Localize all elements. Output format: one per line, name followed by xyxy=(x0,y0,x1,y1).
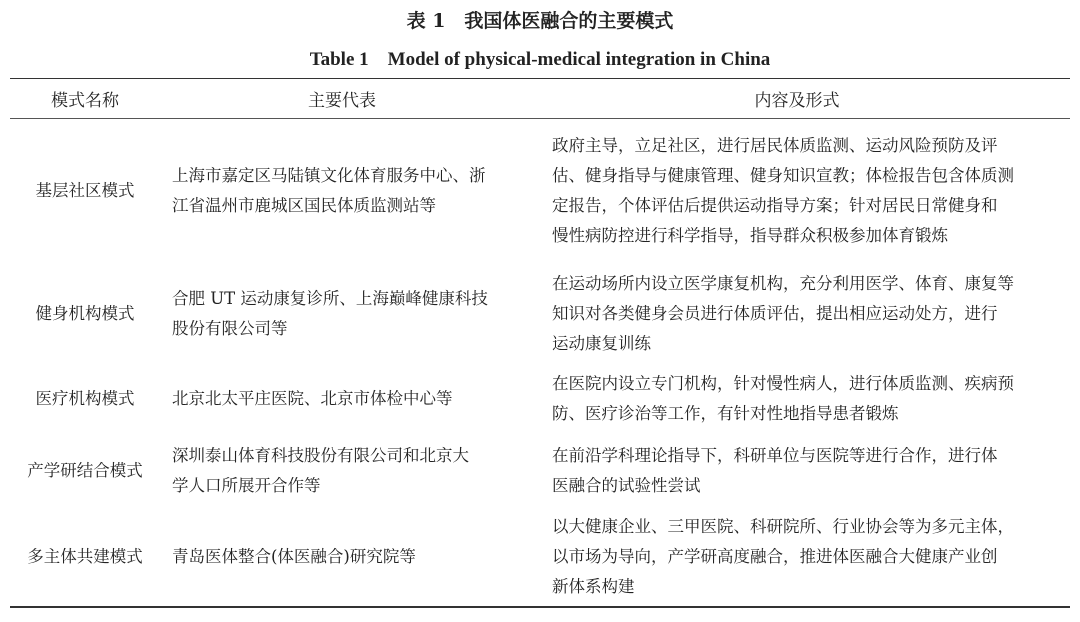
cell-line: 慢性病防控进行科学指导，指导群众积极参加体育锻炼 xyxy=(552,225,948,245)
cell-line: 新体系构建 xyxy=(552,577,635,596)
cell-line: 以市场为导向，产学研高度融合，推进体医融合大健康产业创 xyxy=(552,547,998,566)
representative-cell xyxy=(160,263,524,366)
content-cell xyxy=(524,509,1070,607)
cell-line: 防、医疗诊治等工作，有针对性地指导患者锻炼 xyxy=(552,404,899,423)
cell-line: 合肥 UT 运动康复诊所、上海巅峰健康科技 xyxy=(172,289,488,308)
cell-line: 在医院内设立专门机构，针对慢性病人，进行体质监测、疾病预 xyxy=(552,374,1014,393)
cell-line: 青岛医体整合(体医融合)研究院等 xyxy=(172,547,416,566)
mode-cell: 产学研结合模式 xyxy=(27,460,143,480)
cell-line: 定报告，个体评估后提供运动指导方案；针对居民日常健身和 xyxy=(552,195,998,215)
cell-line: 江省温州市鹿城区国民体质监测站等 xyxy=(172,195,436,215)
content-cell xyxy=(524,366,1070,433)
representative-cell xyxy=(160,366,524,433)
content-cell xyxy=(524,263,1070,366)
table-row xyxy=(10,119,1070,263)
cell-line: 以大健康企业、三甲医院、科研院所、行业协会等为多元主体， xyxy=(552,517,1014,536)
table-header-row xyxy=(10,79,1070,119)
table-row xyxy=(10,263,1070,366)
cell-line: 在运动场所内设立医学康复机构，充分利用医学、体育、康复等 xyxy=(552,274,1014,293)
table-title-en: Table 1 Model of physical-medical integration in China xyxy=(309,49,771,70)
cell-line: 医融合的试验性尝试 xyxy=(552,475,701,495)
cell-line: 北京北太平庄医院、北京市体检中心等 xyxy=(172,389,453,408)
content-cell xyxy=(524,119,1070,263)
cell-line: 运动康复训练 xyxy=(552,334,651,353)
cell-line: 估、健身指导与健康管理、健身知识宣教；体检报告包含体质测 xyxy=(552,165,1014,185)
table-row xyxy=(10,433,1070,509)
cell-line: 股份有限公司等 xyxy=(172,319,288,338)
representative-cell xyxy=(160,119,524,263)
mode-cell: 医疗机构模式 xyxy=(35,389,135,408)
cell-line: 知识对各类健身会员进行体质评估，提出相应运动处方，进行 xyxy=(552,304,998,323)
table-title-cn: 表 1 我国体医融合的主要模式 xyxy=(406,10,674,32)
table-row xyxy=(10,366,1070,433)
mode-cell: 基层社区模式 xyxy=(35,180,135,200)
header-representative: 主要代表 xyxy=(308,91,376,111)
table-row xyxy=(10,509,1070,607)
cell-line: 学人口所展开合作等 xyxy=(172,475,321,495)
header-content: 内容及形式 xyxy=(754,91,840,111)
cell-line: 深圳泰山体育科技股份有限公司和北京大 xyxy=(172,445,469,465)
mode-cell: 多主体共建模式 xyxy=(27,547,143,566)
header-mode: 模式名称 xyxy=(51,91,119,111)
cell-line: 在前沿学科理论指导下，科研单位与医院等进行合作，进行体 xyxy=(552,445,998,465)
representative-cell xyxy=(160,509,524,607)
content-cell xyxy=(524,433,1070,509)
cell-line: 上海市嘉定区马陆镇文化体育服务中心、浙 xyxy=(172,165,486,185)
representative-cell xyxy=(160,433,524,509)
mode-cell: 健身机构模式 xyxy=(35,304,135,323)
model-table xyxy=(10,78,1070,608)
cell-line: 政府主导，立足社区，进行居民体质监测、运动风险预防及评 xyxy=(552,135,998,155)
